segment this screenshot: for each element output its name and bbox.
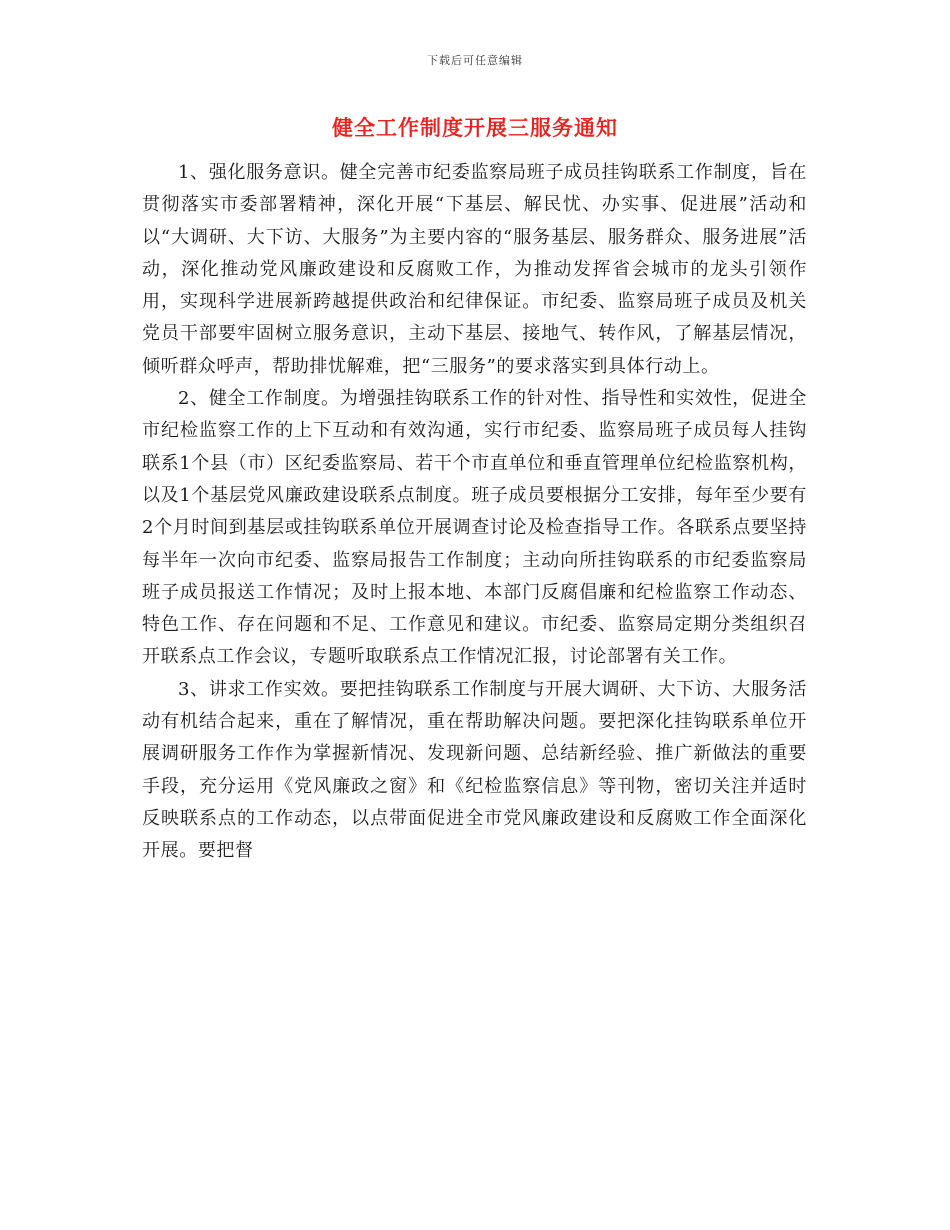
document-title: 健全工作制度开展三服务通知 [332,116,618,140]
paragraph-1: 1、强化服务意识。健全完善市纪委监察局班子成员挂钩联系工作制度，旨在贯彻落实市委部署精神，深化开展“下基层、解民忧、办实事、促进展”活动和以“大调研、大下访、大服务”为主要内容的“服务基层、服务群众、服务进展”活动，深化推动党风廉政建设和反腐败工作，为推动发挥省会城市的龙头引领作用，实现科学进展新跨越提供政治和纪律保证。市纪委、监察局班子成员及机关党员干部要牢固树立服务意识，主动下基层、接地气、转作风，了解基层情况，倾听群众呼声，帮助排忧解难，把“三服务”的要求落实到具体行动上。 [142,162,807,377]
page-header-note: 下载后可任意编辑 [427,54,523,67]
paragraph-3: 3、讲求工作实效。要把挂钩联系工作制度与开展大调研、大下访、大服务活动有机结合起来，重在了解情况，重在帮助解决问题。要把深化挂钩联系单位开展调研服务工作作为掌握新情况、发现新问题、总结新经验、推广新做法的重要手段，充分运用《党风廉政之窗》和《纪检监察信息》等刊物，密切关注并适时反映联系点的工作动态，以点带面促进全市党风廉政建设和反腐败工作全面深化开展。要把督 [142,678,807,862]
paragraph-2: 2、健全工作制度。为增强挂钩联系工作的针对性、指导性和实效性，促进全市纪检监察工作的上下互动和有效沟通，实行市纪委、监察局班子成员每人挂钩联系1个县（市）区纪委监察局、若干个市直单位和垂直管理单位纪检监察机构，以及1个基层党风廉政建设联系点制度。班子成员要根据分工安排，每年至少要有2个月时间到基层或挂钩联系单位开展调查讨论及检查指导工作。各联系点要坚持每半年一次向市纪委、监察局报告工作制度；主动向所挂钩联系的市纪委监察局班子成员报送工作情况；及时上报本地、本部门反腐倡廉和纪检监察工作动态、特色工作、存在问题和不足、工作意见和建议。市纪委、监察局定期分类组织召开联系点工作会议，专题听取联系点工作情况汇报，讨论部署有关工作。 [142,388,807,668]
document-body [142,157,807,868]
